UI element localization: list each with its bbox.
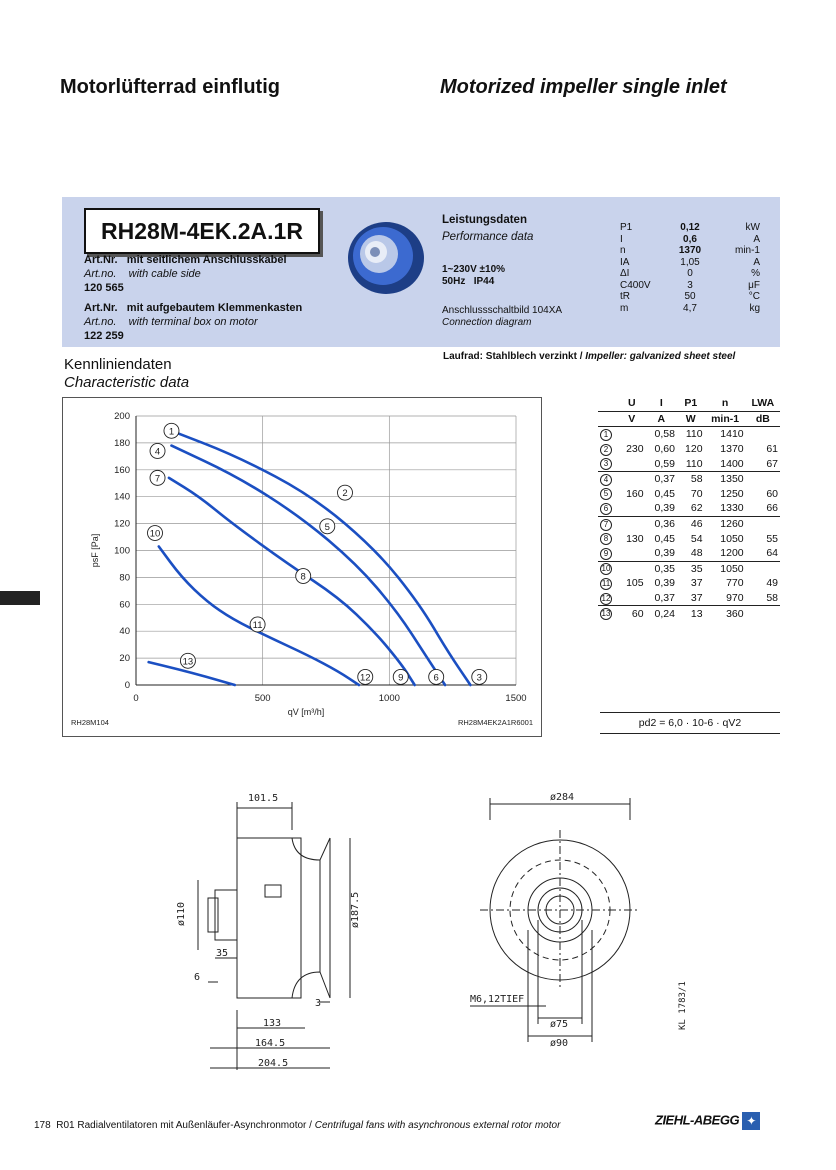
dimension-label: 6 <box>194 972 201 983</box>
performance-table <box>620 222 760 314</box>
x-tick-label: 1000 <box>378 693 400 704</box>
characteristic-title-en: Characteristic data <box>64 374 190 391</box>
series-line-1-3 <box>171 431 470 685</box>
table-row: 10 0,35 35 1050 <box>598 561 780 576</box>
dimension-label: ø284 <box>550 792 575 803</box>
curve-label: 4 <box>154 446 161 458</box>
table-row: 3 0,59 110 1400 67 <box>598 456 780 471</box>
art2-en: Art.no. with terminal box on motor <box>84 316 258 328</box>
table-row: 11 105 0,39 37 770 49 <box>601 577 778 590</box>
dimension-label: KL 1783/1 <box>678 981 688 1030</box>
chart-note-right: RH28M4EK2A1R6001 <box>457 718 533 727</box>
dimension-label: 204.5 <box>258 1058 289 1069</box>
art2-number: 122 259 <box>84 330 124 342</box>
art1-number: 120 565 <box>84 282 124 294</box>
diagram-de: Anschlussschaltbild 104XA <box>442 305 563 316</box>
model-name: RH28M-4EK.2A.1R <box>84 208 320 254</box>
table-row: 8 130 0,45 54 1050 55 <box>598 531 780 546</box>
table-row: 1 0,58 110 1410 <box>598 427 780 442</box>
x-axis-label: qV [m³/h] <box>287 707 325 717</box>
dimension-label: M6,12TIEF <box>470 994 525 1005</box>
x-tick-label: 0 <box>133 693 139 704</box>
dimension-label: ø75 <box>550 1019 569 1030</box>
perf-title-en: Performance data <box>442 231 534 243</box>
section-marker <box>0 591 40 605</box>
x-tick-label: 500 <box>254 693 271 704</box>
perf-row: IA 1,05 A <box>620 256 760 268</box>
dimension-label: 3 <box>315 998 322 1009</box>
curve-label: 11 <box>252 619 263 631</box>
characteristic-chart <box>62 397 542 737</box>
diagram-en: Connection diagram <box>442 317 532 328</box>
formula: pd2 = 6,0 · 10-6 · qV2 <box>600 712 780 734</box>
x-tick-label: 1500 <box>505 693 527 704</box>
chart-note-left: RH28M104 <box>71 718 109 727</box>
curve-label: 8 <box>300 571 306 583</box>
perf-row: P1 0,12 kW <box>620 222 760 233</box>
table-row: 12 0,37 37 970 58 <box>601 592 778 605</box>
dimension-label: 35 <box>216 948 229 959</box>
table-row: 5 160 0,45 70 1250 60 <box>598 487 780 502</box>
perf-row: n 1370 min-1 <box>620 245 760 256</box>
side-view-drawing <box>198 802 350 1070</box>
table-row: 13 60 0,24 13 360 <box>598 606 780 621</box>
y-tick-label: 100 <box>114 545 130 557</box>
y-tick-label: 180 <box>114 437 130 449</box>
perf-row: C400V 3 μF <box>620 279 760 291</box>
dimension-label: 164.5 <box>255 1038 286 1049</box>
title-en: Motorized impeller single inlet <box>440 76 727 98</box>
impeller-photo <box>343 212 429 298</box>
y-tick-label: 200 <box>114 411 130 422</box>
perf-row: m 4,7 kg <box>620 302 760 314</box>
curve-label: 13 <box>182 656 194 668</box>
art2-de: Art.Nr. mit aufgebautem Klemmenkasten <box>84 302 303 314</box>
y-tick-label: 140 <box>114 491 130 503</box>
curve-label: 10 <box>149 528 161 540</box>
perf-row: I 0,6 A <box>620 233 760 245</box>
table-row: 4 0,37 58 1350 <box>598 471 780 486</box>
dimension-label: 133 <box>263 1018 282 1029</box>
freq-ip: 50Hz IP44 <box>442 276 495 287</box>
series-line-7-9 <box>169 478 415 685</box>
ziehl-abegg-logo: ZIEHL-ABEGG ✦ <box>655 1112 760 1130</box>
curve-label: 12 <box>359 672 371 684</box>
series-line-4-6 <box>171 446 445 685</box>
title-de: Motorlüfterrad einflutig <box>60 76 280 98</box>
table-row: 2 230 0,60 120 1370 61 <box>598 442 780 457</box>
y-tick-label: 60 <box>119 599 130 611</box>
curve-label: 1 <box>168 426 175 438</box>
voltage: 1~230V ±10% <box>442 264 506 275</box>
curve-label: 2 <box>342 488 348 500</box>
dimension-label: ø110 <box>176 901 187 926</box>
art1-de: Art.Nr. mit seitlichem Anschlusskabel <box>84 254 287 266</box>
table-row: 6 0,39 62 1330 66 <box>598 501 780 516</box>
y-axis-label: psF [Pa] <box>90 533 100 568</box>
y-tick-label: 20 <box>119 653 130 665</box>
logo-icon: ✦ <box>742 1112 760 1130</box>
dimension-drawing <box>170 780 790 1080</box>
table-row: V A W min-1 dB <box>628 412 770 425</box>
data-table <box>598 396 780 621</box>
curve-label: 5 <box>324 521 330 533</box>
y-tick-label: 40 <box>119 626 130 638</box>
curve-label: 6 <box>433 672 439 684</box>
side-view-dims <box>176 793 361 1069</box>
front-view-drawing <box>470 798 640 1042</box>
y-tick-label: 160 <box>114 464 130 476</box>
table-row: 9 0,39 48 1200 64 <box>598 546 780 561</box>
curve-label: 3 <box>476 672 482 684</box>
characteristic-title-de: Kennliniendaten <box>64 356 172 373</box>
impeller-note: Laufrad: Stahlblech verzinkt / Impeller: galvanized sheet steel <box>443 351 736 362</box>
curve-label: 9 <box>398 672 404 684</box>
table-row: U I P1 n LWA <box>598 396 780 411</box>
y-tick-label: 120 <box>114 518 130 530</box>
dimension-label: ø187.5 <box>350 891 361 928</box>
y-tick-label: 80 <box>119 572 130 584</box>
footer: 178 R01 Radialventilatoren mit Außenläufer-Asynchronmotor / Centrifugal fans with asynchronous external rotor motor <box>34 1120 561 1131</box>
dimension-label: ø90 <box>550 1038 569 1049</box>
perf-row: tR 50 °C <box>620 291 760 302</box>
perf-title-de: Leistungsdaten <box>442 214 527 226</box>
perf-row: ΔI 0 % <box>620 268 760 279</box>
y-tick-label: 0 <box>124 680 130 691</box>
curve-label: 7 <box>154 473 161 485</box>
art1-en: Art.no. with cable side <box>84 268 201 280</box>
dimension-label: 101.5 <box>248 793 279 804</box>
table-row: 7 0,36 46 1260 <box>598 516 780 531</box>
